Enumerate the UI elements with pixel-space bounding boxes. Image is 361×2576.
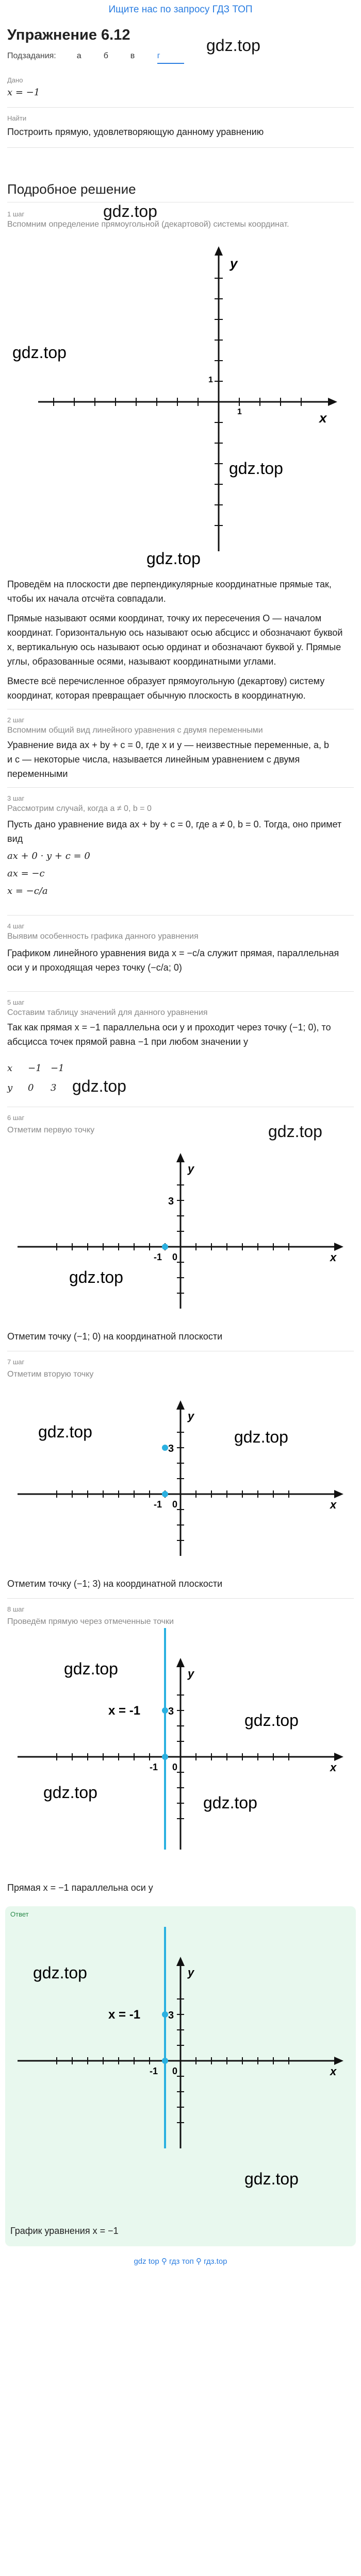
divider <box>7 787 354 788</box>
subtask-tab-v[interactable]: в <box>130 52 135 60</box>
graph-line <box>7 1628 354 1855</box>
step3-text: Пусть дано уравнение вида ax + by + c = 0, где a ≠ 0, b = 0. Тогда, оно примет вид ax + 0 · y + c = 0 ax = −c x = −c/a <box>7 819 342 896</box>
watermark: gdz.top <box>268 1122 322 1141</box>
tick-label-minus-one: -1 <box>150 2066 158 2076</box>
y-axis-label: y <box>188 1162 194 1175</box>
grid-area <box>38 246 337 551</box>
tick-label-three: 3 <box>168 1706 174 1717</box>
watermark: gdz.top <box>33 1963 87 1982</box>
divider <box>7 991 354 992</box>
x-axis-arrow <box>334 1490 343 1498</box>
step4-text: Графиком линейного уравнения вида x = −c/a служит прямая, параллельная оси y и проходящая через точку (−c/a; 0) <box>7 948 339 973</box>
line-label: x = -1 <box>108 1704 141 1718</box>
watermark: gdz.top <box>203 1793 257 1812</box>
graph-point-1 <box>7 1144 354 1314</box>
origin-label: 0 <box>172 1252 178 1262</box>
tick-label-three: 3 <box>168 1443 174 1454</box>
point-minus1-3 <box>162 1707 168 1714</box>
tick-label-minus-one: -1 <box>150 1762 158 1772</box>
values-table: x −1 −1 y 0 3 <box>7 1063 64 1093</box>
line-label: x = -1 <box>108 2008 141 2022</box>
y-axis-label: y <box>230 256 238 271</box>
step-label: 4 шаг <box>7 922 25 930</box>
subtask-tabs <box>7 52 184 64</box>
y-axis-label: y <box>188 1966 194 1979</box>
watermark: gdz.top <box>103 202 157 221</box>
watermark: gdz.top <box>206 36 260 55</box>
tick-label-three: 3 <box>168 2010 174 2021</box>
step-label: 7 шаг <box>7 1358 25 1366</box>
step-label: 8 шаг <box>7 1605 25 1613</box>
point-minus1-3 <box>162 1445 168 1451</box>
point-minus1-0 <box>162 2058 168 2064</box>
x-axis-label: x <box>330 2065 337 2078</box>
tick-label-one: 1 <box>208 376 213 384</box>
y-axis-arrow <box>176 1400 185 1410</box>
step5-text: Так как прямая x = −1 параллельна оси y и проходит через точку (−1; 0), то абсцисса точек прямой равна −1 при любом значении y <box>7 1022 331 1047</box>
find-label: Найти <box>7 114 27 122</box>
y-axis-label: y <box>188 1410 194 1422</box>
x-axis-arrow <box>334 1753 343 1761</box>
watermark: gdz.top <box>12 343 67 362</box>
given-label: Дано <box>7 76 23 84</box>
point-minus1-0 <box>162 1754 168 1760</box>
divider <box>7 1598 354 1599</box>
subtask-tab-g[interactable]: г <box>157 52 184 64</box>
answer-box <box>5 1906 356 2246</box>
watermark: gdz.top <box>43 1783 97 1802</box>
y-axis-arrow <box>215 246 223 256</box>
footer-links[interactable]: gdz top ⚲ гдз топ ⚲ гдз.top <box>134 2257 227 2266</box>
watermark: gdz.top <box>244 2170 299 2188</box>
answer-graph <box>7 1922 354 2221</box>
y-axis-label: y <box>188 1667 194 1680</box>
step8-caption: Прямая x = −1 параллельна оси y <box>7 1883 153 1893</box>
watermark: gdz.top <box>229 459 283 478</box>
watermark: gdz.top <box>38 1422 92 1441</box>
x-axis-label: x <box>319 410 327 426</box>
tick-label-three: 3 <box>168 1196 174 1207</box>
subtask-tab-b[interactable]: б <box>103 52 108 60</box>
x-axis-label: x <box>330 1498 337 1511</box>
watermark: gdz.top <box>234 1428 288 1446</box>
divider <box>7 107 354 108</box>
watermark: gdz.top <box>64 1659 118 1678</box>
top-search-link[interactable]: Ищите нас по запросу ГДЗ ТОП <box>108 4 253 15</box>
solution-title: Подробное решение <box>7 181 136 197</box>
step-label: 5 шаг <box>7 998 25 1006</box>
tick-label-minus-one: -1 <box>154 1499 162 1510</box>
subtasks-label: Подзадания: <box>7 52 56 60</box>
exercise-title: Упражнение 6.12 <box>7 27 130 43</box>
watermark: gdz.top <box>146 549 201 568</box>
step-heading: Выявим особенность графика данного уравнения <box>7 932 199 941</box>
x-axis-label: x <box>330 1761 337 1774</box>
step-label: 1 шаг <box>7 210 25 218</box>
watermark: gdz.top <box>69 1268 123 1286</box>
point-minus1-3 <box>162 2011 168 2018</box>
step-heading: Вспомним определение прямоугольной (декартовой) системы координат. <box>7 220 289 229</box>
y-axis-arrow <box>176 1957 185 1966</box>
y-axis-arrow <box>176 1153 185 1162</box>
origin-label: 0 <box>172 2066 178 2076</box>
watermark: gdz.top <box>244 1711 299 1730</box>
step-heading: Отметим вторую точку <box>7 1370 94 1379</box>
step-label: 6 шаг <box>7 1114 25 1122</box>
x-axis-arrow <box>328 398 337 406</box>
step2-text: Уравнение вида ax + by + c = 0, где x и y — неизвестные переменные, a, b и c — некоторые числа, называется линейным уравнением с двумя переменными <box>7 740 329 779</box>
step-heading: Отметим первую точку <box>7 1126 95 1134</box>
origin-label: 0 <box>172 1499 178 1510</box>
subtask-tab-a[interactable]: а <box>76 52 81 60</box>
step-heading: Составим таблицу значений для данного уравнения <box>7 1008 208 1017</box>
step1-text: Проведём на плоскости две перпендикулярные координатные прямые так, чтобы их начала отсчёта совпадали. Прямые называют осями координат, точку их пересечения O — началом координат. Горизонтальную ось называют осью абсцисс и обозначают буквой x, вертикальную ось называют осью ординат и обозначают буквой y. Прямые углы, образованные осями, называют координатными углами. Вместе всё перечисленное образует прямоугольную (декартову) систему координат, которая превращает обычную плоскость в координатную. <box>7 579 343 701</box>
answer-caption: График уравнения x = −1 <box>10 2226 119 2236</box>
step-heading: Проведём прямую через отмеченные точки <box>7 1617 174 1626</box>
point-minus1-0 <box>162 1491 168 1497</box>
step-label: 2 шаг <box>7 716 25 724</box>
given-value: x = −1 <box>7 87 40 98</box>
coordinate-system-graph <box>7 242 354 572</box>
divider <box>7 915 354 916</box>
step-heading: Рассмотрим случай, когда a ≠ 0, b = 0 <box>7 804 152 813</box>
divider <box>7 147 354 148</box>
x-axis-arrow <box>334 2057 343 2065</box>
tick-label-minus-one: -1 <box>154 1252 162 1262</box>
find-value: Построить прямую, удовлетворяющую данному уравнению <box>7 127 264 137</box>
step-label: 3 шаг <box>7 794 25 802</box>
step7-caption: Отметим точку (−1; 3) на координатной плоскости <box>7 1579 223 1589</box>
x-axis-label: x <box>330 1251 337 1264</box>
answer-label: Ответ <box>10 1910 29 1918</box>
tick-label-one: 1 <box>237 408 242 416</box>
y-axis-arrow <box>176 1658 185 1667</box>
step-heading: Вспомним общий вид линейного уравнения с двумя переменными <box>7 726 263 735</box>
x-axis-arrow <box>334 1243 343 1251</box>
point-minus1-0 <box>162 1244 168 1250</box>
origin-label: 0 <box>172 1762 178 1772</box>
watermark: gdz.top <box>72 1077 126 1095</box>
graph-point-2 <box>7 1391 354 1561</box>
step6-caption: Отметим точку (−1; 0) на координатной плоскости <box>7 1331 223 1342</box>
